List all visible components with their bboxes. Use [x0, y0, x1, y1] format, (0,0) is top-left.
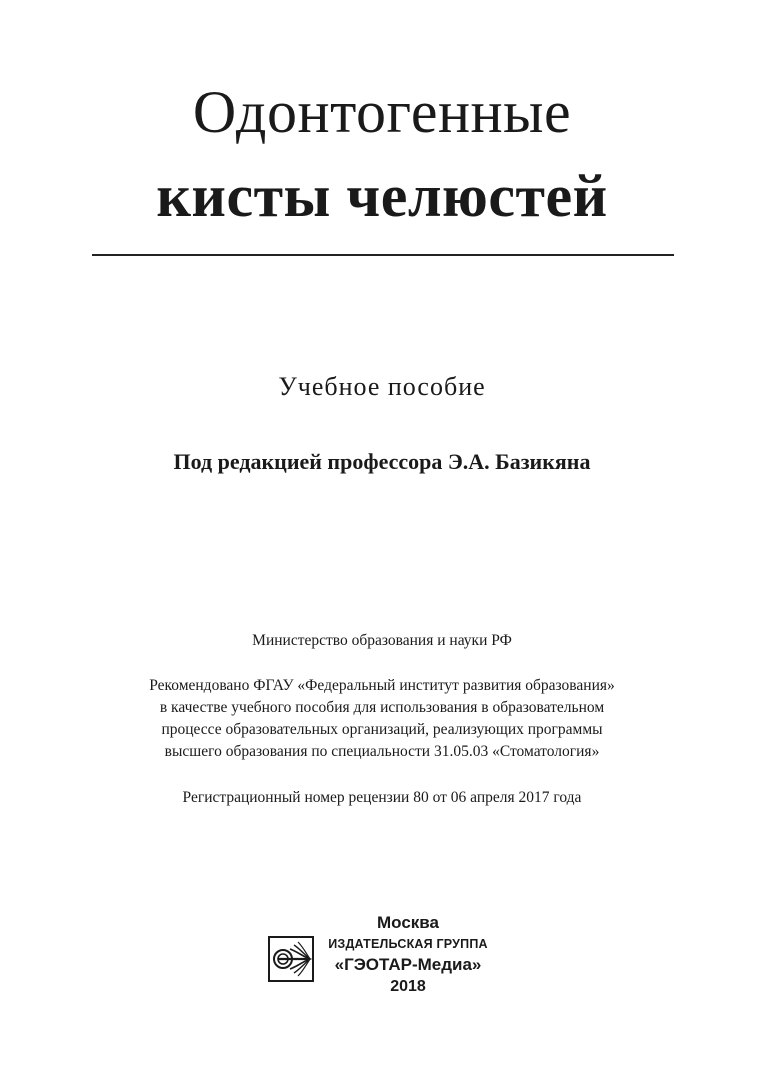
book-subtitle: Учебное пособие [278, 372, 486, 401]
publisher-name: «ГЭОТАР-Медиа» [334, 955, 482, 974]
title-divider [92, 254, 674, 256]
recommendation-block [0, 675, 764, 763]
publisher-block [268, 912, 508, 1012]
publisher-city: Москва [377, 913, 439, 932]
editor-line: Под редакцией профессора Э.А. Базикяна [173, 449, 591, 474]
recommendation-line: в качестве учебного пособия для использования в образовательном [159, 699, 605, 716]
book-title-line-2: кисты челюстей [156, 163, 608, 229]
publication-year: 2018 [390, 978, 426, 995]
publisher-text [318, 912, 498, 998]
recommendation-line: Рекомендовано ФГАУ «Федеральный институт развития образования» [149, 677, 615, 694]
ministry-line: Министерство образования и науки РФ [252, 632, 512, 649]
recommendation-line: процессе образовательных организаций, реализующих программы [161, 721, 603, 738]
recommendation-line: высшего образования по специальности 31.05.03 «Стоматология» [164, 743, 600, 760]
book-title-line-1: Одонтогенные [192, 79, 572, 145]
publisher-group: ИЗДАТЕЛЬСКАЯ ГРУППА [328, 937, 488, 951]
registration-line: Регистрационный номер рецензии 80 от 06 апреля 2017 года [182, 789, 582, 806]
geotar-logo-icon [268, 936, 314, 982]
